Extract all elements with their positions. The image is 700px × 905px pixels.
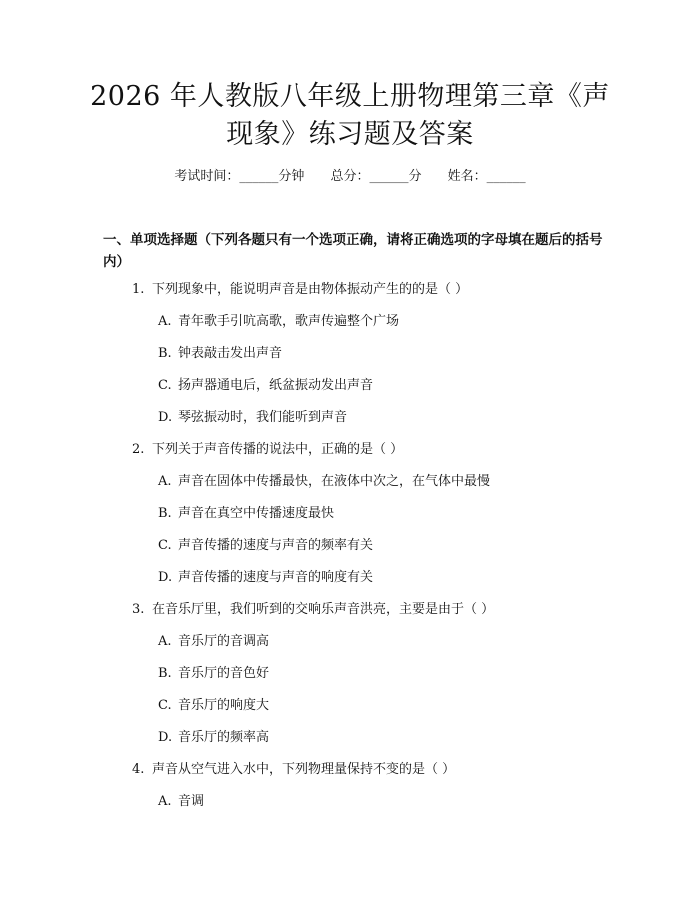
option-text: 声音传播的速度与声音的响度有关	[178, 570, 374, 585]
exam-time-field: 考试时间：______分钟	[174, 169, 305, 184]
option-4-a	[158, 793, 204, 811]
option-text: 钟表敲击发出声音	[178, 346, 283, 361]
option-3-a	[158, 633, 269, 651]
question-4	[132, 761, 455, 779]
option-2-d	[158, 569, 373, 587]
option-letter: C.	[158, 698, 172, 713]
question-text: 声音从空气进入水中，下列物理量保持不变的是（ ）	[152, 762, 456, 777]
question-number: 4.	[132, 762, 145, 777]
exam-info-bar	[0, 168, 700, 186]
option-text: 音乐厅的音调高	[178, 634, 270, 649]
option-1-a	[158, 313, 399, 331]
option-letter: B.	[158, 666, 172, 681]
question-2	[132, 441, 403, 459]
option-2-c	[158, 537, 373, 555]
question-text: 下列现象中，能说明声音是由物体振动产生的的是（ ）	[152, 282, 469, 297]
question-number: 1.	[132, 282, 145, 297]
question-number: 2.	[132, 442, 145, 457]
total-score-field: 总分：______分	[330, 169, 422, 184]
option-text: 青年歌手引吭高歌，歌声传遍整个广场	[178, 314, 400, 329]
option-letter: A.	[158, 794, 172, 809]
option-1-d	[158, 409, 347, 427]
option-3-c	[158, 697, 269, 715]
option-2-a	[158, 473, 490, 491]
option-text: 声音在真空中传播速度最快	[178, 506, 335, 521]
option-1-b	[158, 345, 282, 363]
question-1	[132, 281, 468, 299]
option-letter: D.	[158, 730, 173, 745]
option-text: 扬声器通电后，纸盆振动发出声音	[178, 378, 374, 393]
option-text: 音调	[178, 794, 205, 809]
student-name-field: 姓名：______	[447, 169, 526, 184]
question-text: 下列关于声音传播的说法中，正确的是（ ）	[152, 442, 404, 457]
option-letter: D.	[158, 410, 173, 425]
option-letter: C.	[158, 378, 172, 393]
option-letter: B.	[158, 346, 172, 361]
option-text: 音乐厅的响度大	[178, 698, 270, 713]
option-letter: C.	[158, 538, 172, 553]
page-title: 2026 年人教版八年级上册物理第三章《声现象》练习题及答案	[90, 81, 610, 150]
option-3-d	[158, 729, 269, 747]
option-text: 声音在固体中传播最快，在液体中次之，在气体中最慢	[178, 474, 491, 489]
option-text: 声音传播的速度与声音的频率有关	[178, 538, 374, 553]
option-text: 音乐厅的频率高	[178, 730, 270, 745]
option-text: 音乐厅的音色好	[178, 666, 270, 681]
section-heading: 一、单项选择题（下列各题只有一个选项正确，请将正确选项的字母填在题后的括号内）	[103, 232, 603, 270]
option-letter: D.	[158, 570, 173, 585]
option-letter: A.	[158, 634, 172, 649]
option-1-c	[158, 377, 373, 395]
option-letter: A.	[158, 474, 172, 489]
option-letter: B.	[158, 506, 172, 521]
option-2-b	[158, 505, 334, 523]
question-3	[132, 601, 494, 619]
question-text: 在音乐厅里，我们听到的交响乐声音洪亮，主要是由于（ ）	[152, 602, 495, 617]
option-letter: A.	[158, 314, 172, 329]
option-3-b	[158, 665, 269, 683]
question-number: 3.	[132, 602, 145, 617]
option-text: 琴弦振动时，我们能听到声音	[178, 410, 348, 425]
